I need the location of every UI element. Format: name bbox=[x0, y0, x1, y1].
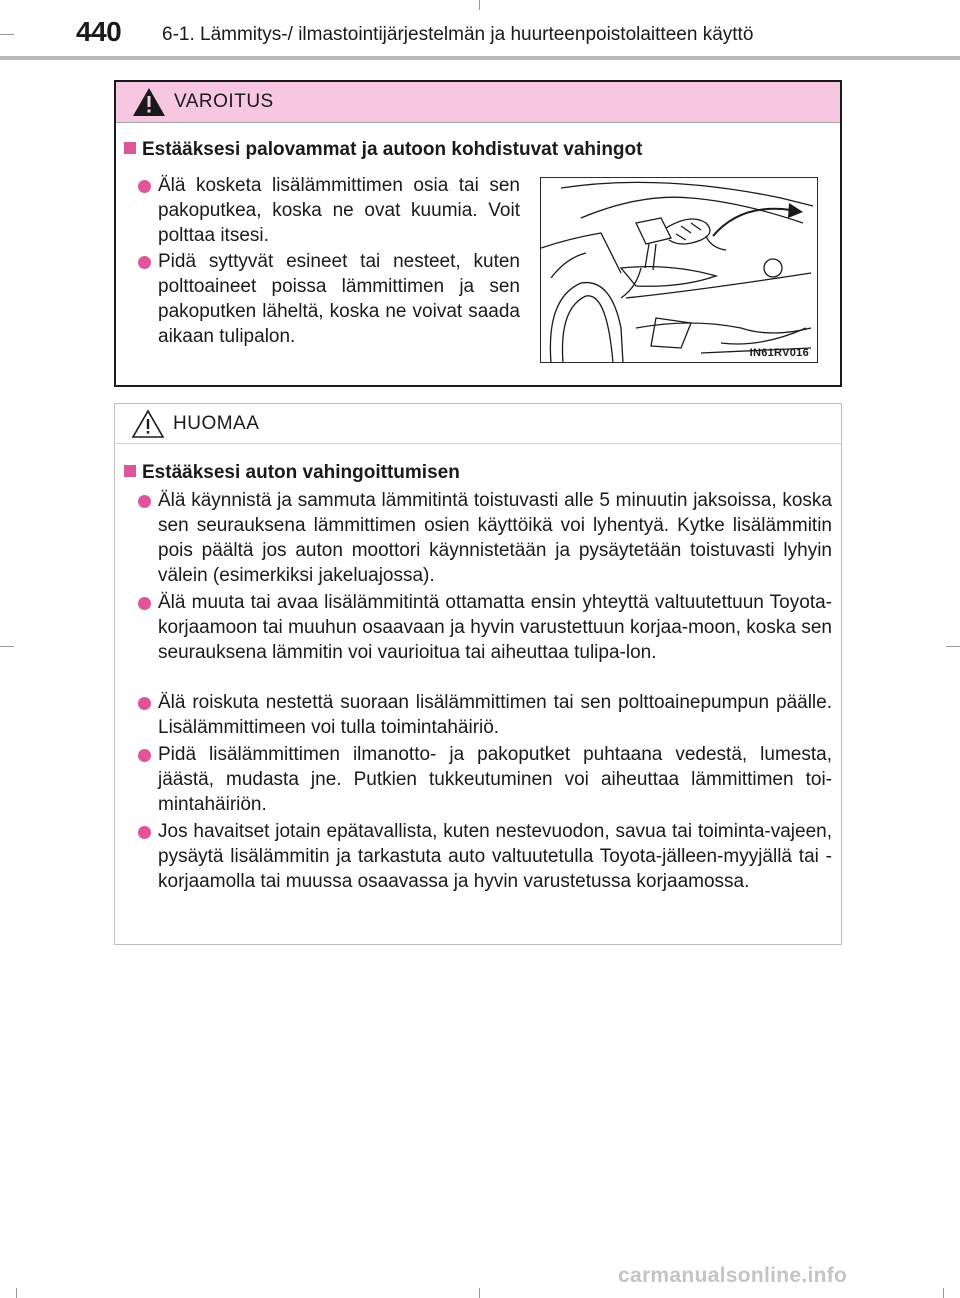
notice-item: Älä muuta tai avaa lisälämmitintä ottamatta ensin yhteyttä valtuutettuun Toyota-korjaamoon tai muuhun osaavaan ja hyvin varustettuun korjaa-moon, koska sen seurauksena lämmitin voi vaurioitua tai aiheuttaa tulipa-lon. bbox=[158, 592, 832, 663]
crop-mark bbox=[0, 646, 14, 647]
notice-item: Pidä lisälämmittimen ilmanotto- ja pakoputket puhtaana vedestä, lumesta, jäästä, mudasta jne. Putkien tukkeutuminen voi aiheuttaa lämmittimen toi-mintahäiriön. bbox=[158, 744, 832, 815]
warning-triangle-icon bbox=[132, 87, 166, 117]
warning-label: VAROITUS bbox=[174, 91, 274, 112]
page-header bbox=[0, 0, 960, 60]
warning-title-text: Estääksesi palovammat ja autoon kohdistuvat vahingot bbox=[142, 139, 643, 160]
bullet-icon bbox=[138, 180, 151, 193]
warning-header bbox=[116, 82, 840, 123]
crop-mark bbox=[16, 1288, 17, 1298]
notice-label: HUOMAA bbox=[173, 413, 260, 434]
bullet-icon bbox=[138, 597, 151, 610]
square-bullet-icon bbox=[124, 142, 136, 154]
heater-illustration bbox=[540, 177, 818, 363]
square-bullet-icon bbox=[124, 465, 136, 477]
caution-triangle-icon bbox=[131, 409, 165, 439]
bullet-icon bbox=[138, 495, 151, 508]
crop-mark bbox=[479, 1288, 480, 1298]
notice-item: Jos havaitset jotain epätavallista, kuten nestevuodon, savua tai toiminta-vajeen, pysäytä lisälämmitin ja tarkastuta auto valtuutetulla Toyota-jälleen-myyjällä tai -korjaamolla tai muussa osaavassa ja hyvin varustetussa korjaamossa. bbox=[158, 821, 832, 892]
illustration-code: IN61RV016 bbox=[749, 347, 809, 359]
crop-mark bbox=[946, 646, 960, 647]
bullet-icon bbox=[138, 697, 151, 710]
watermark: carmanualsonline.info bbox=[618, 1264, 848, 1287]
notice-title-text: Estääksesi auton vahingoittumisen bbox=[142, 462, 460, 483]
page-number: 440 bbox=[76, 16, 122, 47]
header-rule bbox=[0, 56, 960, 60]
warning-item: Älä kosketa lisälämmittimen osia tai sen pakoputkea, koska ne ovat kuumia. Voit polttaa itsesi. bbox=[158, 175, 520, 246]
chapter-title: 6-1. Lämmitys-/ ilmastointijärjestelmän ja huurteenpoistolaitteen käyttö bbox=[162, 24, 754, 45]
bullet-icon bbox=[138, 749, 151, 762]
car-front-drawing bbox=[541, 178, 818, 363]
warning-section-title bbox=[124, 139, 642, 161]
notice-item: Älä roiskuta nestettä suoraan lisälämmittimen tai sen polttoainepumpun päälle. Lisälämmittimeen voi tulla toimintahäiriö. bbox=[158, 692, 832, 738]
notice-header bbox=[115, 404, 841, 444]
warning-item: Pidä syttyvät esineet tai nesteet, kuten polttoaineet poissa lämmittimen ja sen pakoputken läheltä, koska ne voivat saada aikaan tulipalon. bbox=[158, 251, 520, 347]
notice-item: Älä käynnistä ja sammuta lämmitintä toistuvasti alle 5 minuutin jaksoissa, koska sen seurauksena lämmittimen osien käyttöikä voi lyhentyä. Kytke lisälämmitin pois päältä jos auton moottori käynnistetään ja pysäytetään toistuvasti lyhyin välein (esimerkiksi jakeluajossa). bbox=[158, 490, 832, 586]
bullet-icon bbox=[138, 826, 151, 839]
notice-section-title bbox=[124, 462, 460, 484]
bullet-icon bbox=[138, 256, 151, 269]
crop-mark bbox=[943, 1288, 944, 1298]
